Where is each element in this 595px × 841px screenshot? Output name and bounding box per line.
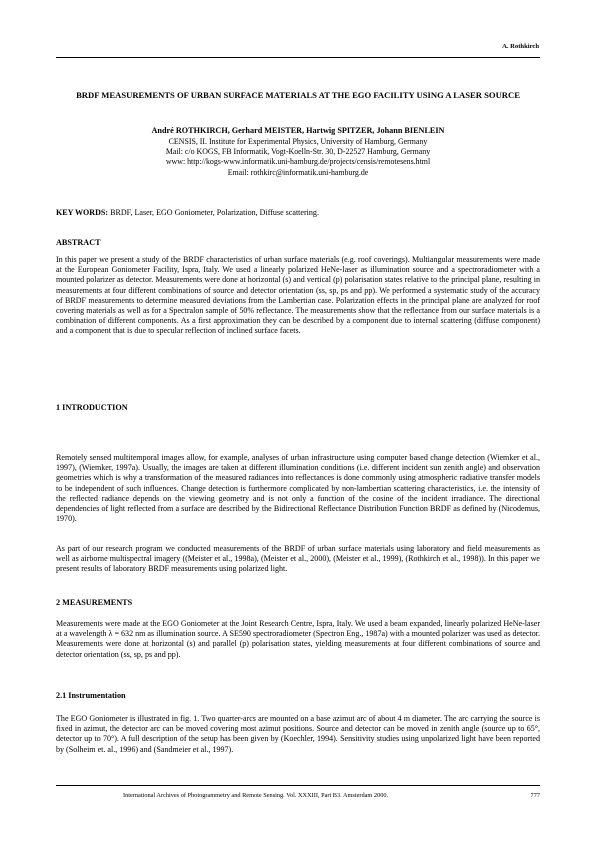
footer-journal: International Archives of Photogrammetry and Remote Sensing. Vol. XXXIII, Part B3. Amsterdam 2000. xyxy=(123,792,389,799)
introduction-paragraph-1: Remotely sensed multitemporal images allow, for example, analyses of urban infrastructure using computer based change detection (Wiemker et al., 1997), (Wiemker, 1997a). Usually, the images are taken at different illumination conditions (i.e. different incident sun zenith angle) and observation geometries which is why a transformation of the measured radiances into reflectances is done commonly using atmospheric radiative transfer models to be independent of such influences. Change detection is furthermore complicated by non-lambertian scattering characteristics, i.e. the intensity of the reflected radiance depends on the viewing geometry and is not only a function of the cosine of the incident irradiance. The directional dependencies of light reflected from a surface are described by the Bidirectional Reflectance Distribution Function BRDF as defined by (Nicodemus, 1970). xyxy=(56,453,540,524)
paper-title: BRDF MEASUREMENTS OF URBAN SURFACE MATERIALS AT THE EGO FACILITY USING A LASER SOURCE xyxy=(76,90,520,100)
keywords xyxy=(56,208,540,218)
section-heading-introduction: 1 INTRODUCTION xyxy=(56,403,128,412)
header-rule xyxy=(56,57,540,58)
instrumentation-paragraph: The EGO Goniometer is illustrated in fig. 1. Two quarter-arcs are mounted on a base azimut arc of about 4 m diameter. The arc carrying the source is fixed in azimut, the detector arc can be moved covering most azimut positions. Source and detector can be moved in zenith angle (source up to 65°, detector up to 70°). A full description of the setup has been given by (Koechler, 1994). Sensitivity studies using unpolarized light have been reported by (Solheim et. al., 1996) and (Sandmeier et al., 1997). xyxy=(56,714,540,754)
affiliation-www: www: http://kogs-www.informatik.uni-hamburg.de/projects/censis/remotesens.html xyxy=(165,157,431,167)
affiliation-mail: Mail: c/o KOGS, FB Informatik, Vogt-Koelln-Str. 30, D-22527 Hamburg, Germany xyxy=(165,147,431,157)
running-head: A. Rothkirch xyxy=(502,43,539,50)
abstract-text: In this paper we present a study of the BRDF characteristics of urban surface materials (e.g. roof coverings). Multiangular measurements were made at the European Goniometer Facility, Ispra, Italy. We used a linearly polarized HeNe-laser as illumination source and a spectroradiometer with a mounted polarizer as detector. Measurements were done at horizontal (s) and vertical (p) polarisation states relative to the principal plane, resulting in measurements at four different combinations of source and detector orientation (ss, sp, ps and pp). We performed a systematic study of the accuracy of BRDF measurements to determine measured deviations from the Lambertian case. Polarization effects in the principal plane are analyzed for roof covering materials as well as for a Spectralon sample of 50% reflectance. The measurements show that the reflectance from our surface materials is a combination of different components. As a first approximation they can be described by a component due to internal scattering (diffuse component) and a component that is due to specular reflection of inclined surface facets. xyxy=(56,255,540,336)
author-list: André ROTHKIRCH, Gerhard MEISTER, Hartwig SPITZER, Johann BIENLEIN xyxy=(151,126,445,135)
footer-rule xyxy=(56,785,540,786)
page-number: 777 xyxy=(530,792,540,799)
introduction-paragraph-2: As part of our research program we conducted measurements of the BRDF of urban surface materials using laboratory and field measurements as well as airborne multispectral imagery ((Meister et al., 1998a), (Meister et al., 2000), (Meister et al., 1999), (Rothkirch et al., 1998)). In this paper we present results of laboratory BRDF measurements using polarized light. xyxy=(56,544,540,574)
subsection-heading-instrumentation: 2.1 Instrumentation xyxy=(56,691,126,700)
abstract-heading: ABSTRACT xyxy=(56,238,101,247)
keywords-label: KEY WORDS: xyxy=(56,208,109,217)
affiliation-line: CENSIS, II. Institute for Experimental Physics, University of Hamburg, Germany xyxy=(168,137,428,146)
measurements-paragraph: Measurements were made at the EGO Goniometer at the Joint Research Centre, Ispra, Italy. We used a beam expanded, linearly polarized HeNe-laser at a wavelength λ = 632 nm as illumination source. A SE590 spectroradiometer (Spectron Eng., 1987a) with a mounted polarizer was used as detector. Measurements were done at horizontal (s) and parallel (p) polarisation states, yielding measurements at four different combinations of source and detector orientation (ss, sp, ps and pp). xyxy=(56,619,540,659)
affiliation-block xyxy=(56,137,540,178)
section-heading-measurements: 2 MEASUREMENTS xyxy=(56,598,133,607)
affiliation-email: Email: rothkirc@informatik.uni-hamburg.de xyxy=(227,167,369,177)
keywords-text: BRDF, Laser, EGO Goniometer, Polarization, Diffuse scattering. xyxy=(108,208,319,217)
